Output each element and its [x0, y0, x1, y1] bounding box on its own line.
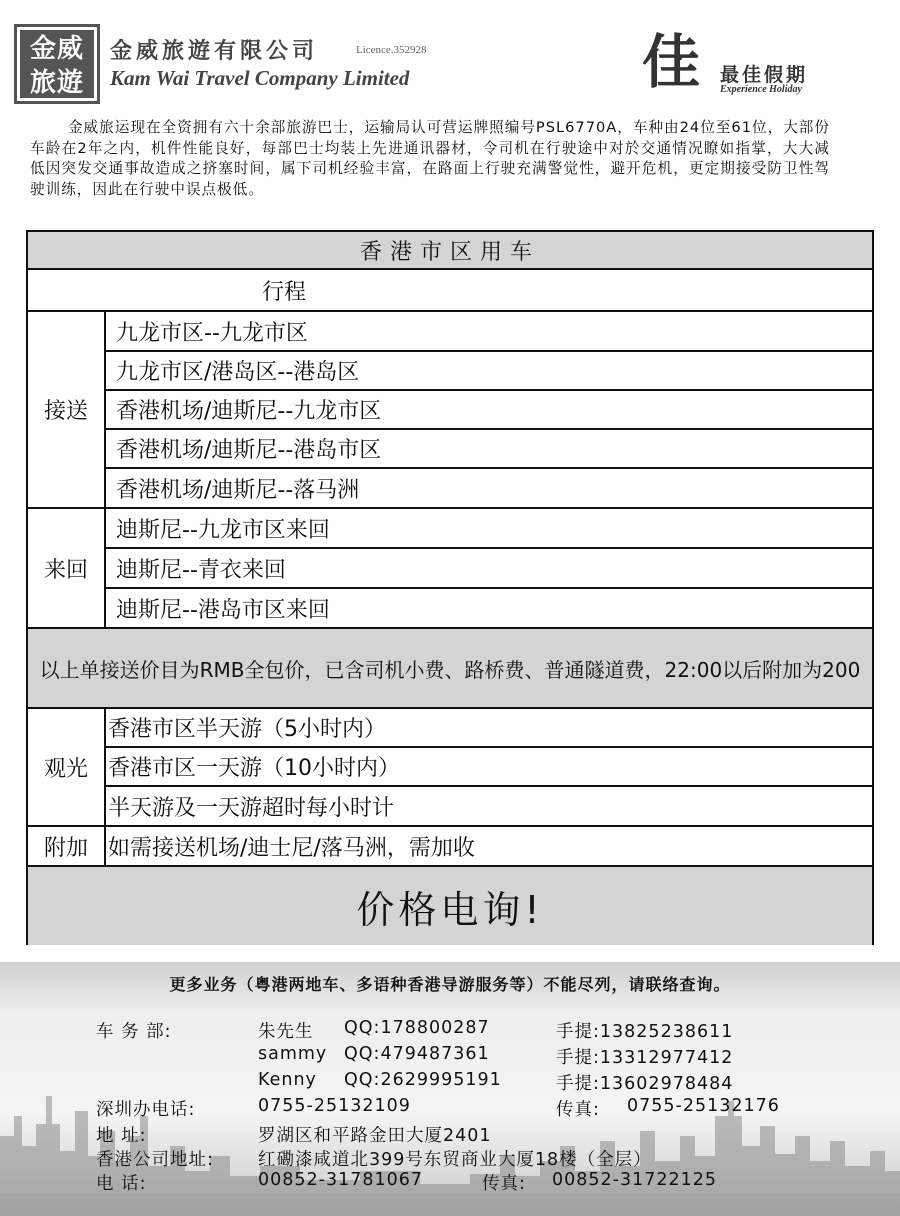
address-label: 地 址:	[96, 1126, 147, 1146]
more-services-note: 更多业务（粤港两地车、多语种香港导游服务等）不能尽列，请联络查询。	[169, 975, 731, 994]
company-logo	[14, 24, 100, 104]
hk-tel-label: 电 话:	[96, 1174, 147, 1194]
contact-footer	[0, 962, 900, 1216]
company-name-cn: 金威旅遊有限公司	[110, 39, 319, 64]
table-row: 香港市区一天游（10小时内）	[106, 748, 872, 787]
price-note: 以上单接送价目为RMB全包价，已含司机小费、路桥费、普通隧道费，22:00以后附加为200	[28, 629, 872, 709]
hk-address: 红磡漆咸道北399号东贸商业大厦18楼（全层）	[258, 1150, 652, 1170]
sz-fax-label: 传真:	[556, 1100, 600, 1120]
category-sightseeing: 观光	[28, 709, 106, 827]
brand-slogan-cn: 最佳假期	[720, 64, 809, 86]
licence-number: Licence.352928	[356, 44, 427, 56]
table-row: 半天游及一天游超时每小时计	[106, 787, 872, 827]
brand-logo-char: 佳	[642, 28, 701, 96]
sz-fax: 0755-25132176	[627, 1096, 780, 1116]
table-title: 香港市区用车	[28, 232, 872, 270]
table-row: 迪斯尼--九龙市区来回	[106, 509, 872, 549]
intro-paragraph: 金威旅运现在全资拥有六十余部旅游巴士，运输局认可营运牌照编号PSL6770A，车种由24位至61位，大部份车龄在2年之内，机件性能良好，每部巴士均装上先进通讯器材，令司机在行驶途中对於交通情况瞭如指掌，大大减低因突发交通事故造成之挤塞时间，属下司机经验丰富，在路面上行驶充满警觉性，避开危机，更定期接受防卫性驾驶训练，因此在行驶中误点极低。	[30, 119, 830, 198]
table-row: 九龙市区--九龙市区	[106, 312, 872, 352]
table-row: 香港机场/迪斯尼--落马洲	[106, 469, 872, 509]
contact-qq: QQ:2629995191	[344, 1070, 502, 1090]
price-inquiry: 价格电询!	[28, 867, 872, 945]
contact-qq: QQ:479487361	[344, 1044, 490, 1064]
table-row: 迪斯尼--港岛市区来回	[106, 589, 872, 629]
contact-qq: QQ:178800287	[344, 1018, 490, 1038]
category-roundtrip: 来回	[28, 509, 106, 629]
category-extra: 附加	[28, 827, 106, 867]
table-row: 香港市区半天游（5小时内）	[106, 709, 872, 748]
hk-fax: 00852-31722125	[552, 1170, 718, 1190]
sz-tel-label: 深圳办电话:	[96, 1100, 196, 1120]
sz-tel: 0755-25132109	[258, 1096, 411, 1116]
address: 罗湖区和平路金田大厦2401	[258, 1126, 492, 1146]
contact-name: sammy	[258, 1044, 328, 1064]
table-row: 迪斯尼--青衣来回	[106, 549, 872, 589]
category-transfer: 接送	[28, 312, 106, 509]
table-row: 香港机场/迪斯尼--九龙市区	[106, 391, 872, 430]
table-row: 香港机场/迪斯尼--港岛市区	[106, 430, 872, 469]
hk-tel: 00852-31781067	[258, 1170, 424, 1190]
contact-name: 朱先生	[258, 1022, 314, 1042]
hk-address-label: 香港公司地址:	[96, 1150, 214, 1170]
contact-mobile: 手提:13602978484	[556, 1074, 734, 1094]
service-table	[26, 230, 874, 945]
contact-name: Kenny	[258, 1070, 317, 1090]
dept-label: 车 务 部:	[96, 1022, 172, 1042]
table-row: 九龙市区/港岛区--港岛区	[106, 352, 872, 391]
brand-slogan-en: Experience Holiday	[720, 84, 802, 95]
logo-text-line2: 旅遊	[29, 68, 84, 98]
hk-fax-label: 传真:	[482, 1174, 526, 1194]
itinerary-header: 行程	[28, 270, 872, 312]
contact-mobile: 手提:13825238611	[556, 1022, 734, 1042]
contact-mobile: 手提:13312977412	[556, 1048, 734, 1068]
company-name-en: Kam Wai Travel Company Limited	[110, 66, 410, 90]
table-row: 如需接送机场/迪士尼/落马洲，需加收	[106, 827, 872, 867]
logo-text-line1: 金威	[29, 34, 84, 64]
